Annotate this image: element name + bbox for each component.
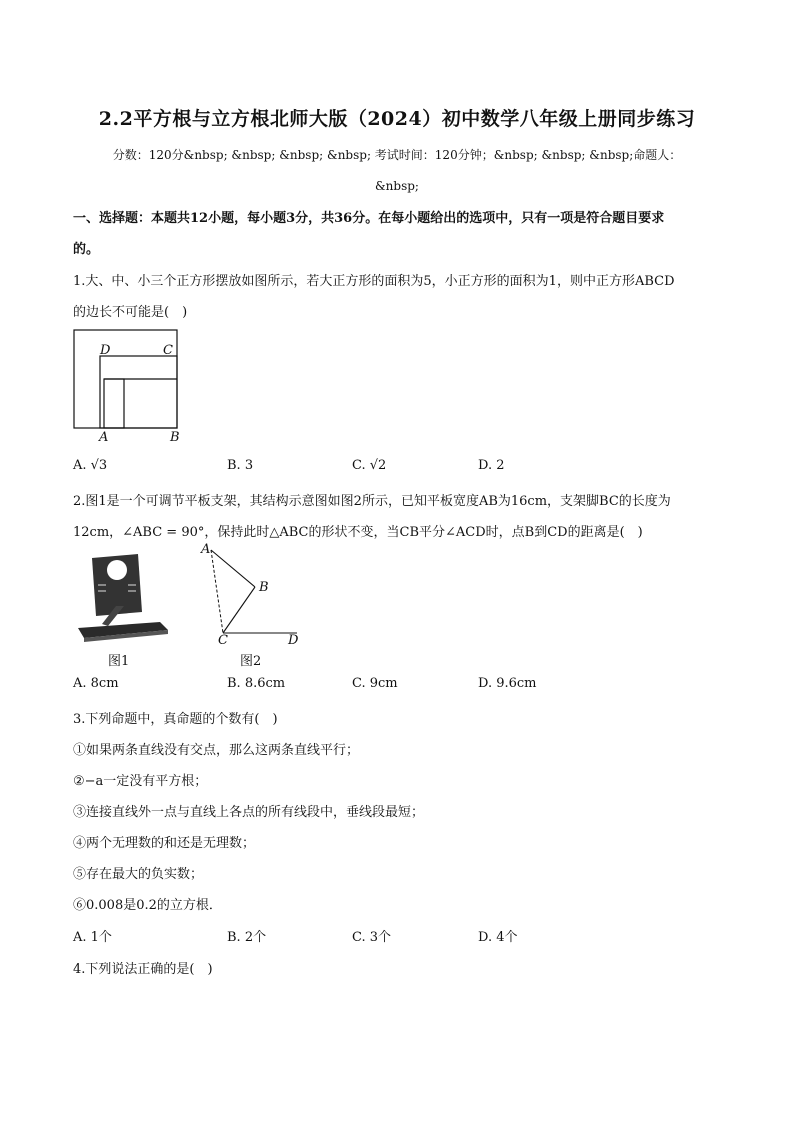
q1-option-d[interactable]: D. 2 bbox=[478, 458, 505, 473]
q3-option-d[interactable]: D. 4个 bbox=[478, 930, 518, 945]
q2-label-c: C bbox=[218, 633, 228, 648]
q2-label-d: D bbox=[288, 633, 299, 648]
q1-option-c[interactable]: C. √2 bbox=[352, 458, 387, 473]
q3-item-5: ⑤存在最大的负实数； bbox=[73, 867, 204, 882]
exam-meta-line1: 分数：120分&nbsp; &nbsp; &nbsp; &nbsp; 考试时间：120分钟；&nbsp; &nbsp; &nbsp;命题人： bbox=[112, 148, 682, 162]
q1-option-b[interactable]: B. 3 bbox=[227, 458, 254, 473]
q2-stem-line1: 2.图1是一个可调节平板支架，其结构示意图如图2所示，已知平板宽度AB为16cm，支架脚BC的长度为 bbox=[73, 494, 671, 509]
q1-label-c: C bbox=[163, 343, 173, 358]
q1-label-d: D bbox=[100, 343, 111, 358]
q2-stem-line2: 12cm，∠ABC = 90°，保持此时△ABC的形状不变，当CB平分∠ACD时，点B到CD的距离是( ) bbox=[73, 525, 643, 540]
q3-item-1: ①如果两条直线没有交点，那么这两条直线平行； bbox=[73, 743, 360, 758]
q3-item-3: ③连接直线外一点与直线上各点的所有线段中，垂线段最短； bbox=[73, 805, 425, 820]
tablet-stand-image bbox=[72, 550, 172, 642]
q3-option-c[interactable]: C. 3个 bbox=[352, 930, 392, 945]
section-heading-cont: 的。 bbox=[73, 242, 100, 257]
q1-stem-line1: 1.大、中、小三个正方形摆放如图所示，若大正方形的面积为5，小正方形的面积为1，则中正方形ABCD bbox=[73, 274, 675, 289]
fig2-caption: 图2 bbox=[240, 654, 262, 669]
q3-item-2: ②−a一定没有平方根； bbox=[73, 774, 208, 789]
q1-stem-line2: 的边长不可能是( ) bbox=[73, 305, 188, 320]
q2-option-b[interactable]: B. 8.6cm bbox=[227, 676, 286, 691]
q3-item-4: ④两个无理数的和还是无理数； bbox=[73, 836, 256, 851]
q3-option-b[interactable]: B. 2个 bbox=[227, 930, 267, 945]
q2-option-c[interactable]: C. 9cm bbox=[352, 676, 398, 691]
q3-stem: 3.下列命题中，真命题的个数有( ) bbox=[73, 712, 278, 727]
q1-label-a: A bbox=[99, 430, 109, 445]
q2-label-a: A bbox=[201, 542, 211, 557]
q2-option-a[interactable]: A. 8cm bbox=[73, 676, 119, 691]
q1-option-a[interactable]: A. √3 bbox=[73, 458, 108, 473]
q3-item-6: ⑥0.008是0.2的立方根． bbox=[73, 898, 222, 913]
q3-option-a[interactable]: A. 1个 bbox=[73, 930, 112, 945]
page-title: 2.2平方根与立方根北师大版（2024）初中数学八年级上册同步练习 bbox=[98, 108, 696, 130]
section-heading: 一、选择题：本题共12小题，每小题3分，共36分。在每小题给出的选项中，只有一项是符合题目要求 bbox=[73, 211, 665, 226]
q4-stem: 4.下列说法正确的是( ) bbox=[73, 962, 213, 977]
q1-label-b: B bbox=[170, 430, 180, 445]
fig1-caption: 图1 bbox=[108, 654, 130, 669]
q2-option-d[interactable]: D. 9.6cm bbox=[478, 676, 537, 691]
q2-label-b: B bbox=[259, 580, 269, 595]
exam-meta-line2: &nbsp; bbox=[375, 179, 419, 193]
